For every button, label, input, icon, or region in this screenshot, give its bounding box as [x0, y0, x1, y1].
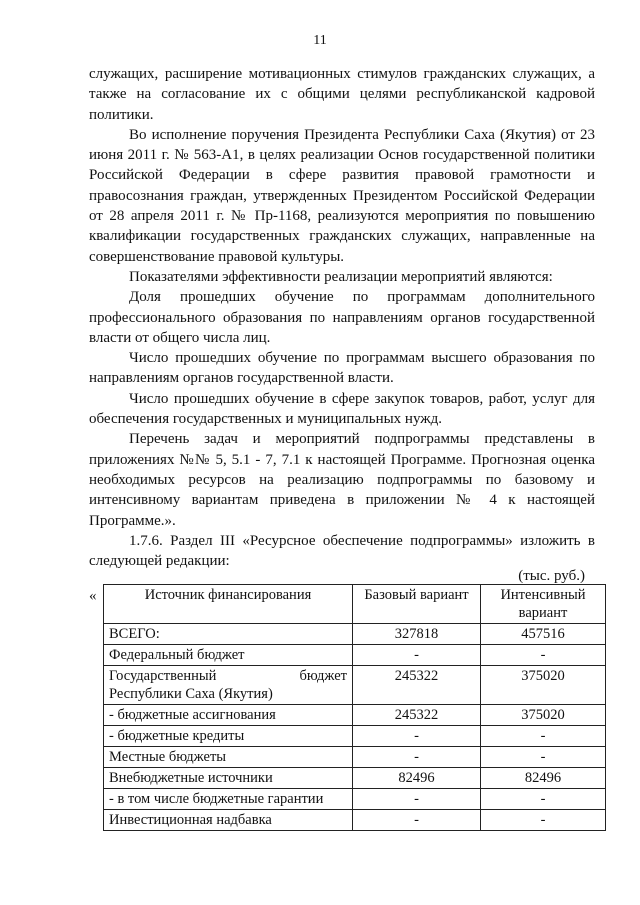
row-intensive: 375020 — [481, 705, 606, 726]
header-source: Источник финансирования — [104, 585, 353, 624]
paragraph: Доля прошедших обучение по программам дополнительного профессионального образования по направлениям органов государственной власти от общего числа лиц. — [89, 289, 595, 346]
table-row — [104, 666, 606, 705]
row-source — [104, 666, 353, 705]
paragraph: Число прошедших обучение в сфере закупок товаров, работ, услуг для обеспечения государственных и муниципальных нужд. — [89, 390, 595, 428]
row-source: - в том числе бюджетные гарантии — [104, 789, 353, 810]
row-base: 245322 — [353, 666, 481, 705]
row-source-line2: Республики Саха (Якутия) — [109, 686, 273, 702]
paragraph: служащих, расширение мотивационных стимулов гражданских служащих, а также на согласование их с общими целями республиканской кадровой политики. — [89, 66, 595, 123]
table-row — [104, 768, 606, 789]
row-intensive: 82496 — [481, 768, 606, 789]
row-source: - бюджетные кредиты — [104, 726, 353, 747]
table-row — [104, 726, 606, 747]
table-row — [104, 789, 606, 810]
opening-quote-mark: « — [89, 588, 97, 604]
paragraph: Во исполнение поручения Президента Республики Саха (Якутия) от 23 июня 2011 г. № 563-А1, в целях реализации Основ государственной политики Российской Федерации в сфере развития правовой грамотности и правосознания граждан, утвержденных Президентом Российской Федерации от 28 апреля 2011 г. № Пр-1168, реализуются мероприятия по повышению квалификации государственных гражданских служащих, направленные на совершенствование правовой культуры. — [89, 126, 595, 265]
table-row — [104, 705, 606, 726]
row-base: 245322 — [353, 705, 481, 726]
table-header-row — [104, 585, 606, 624]
paragraph: 1.7.6. Раздел III «Ресурсное обеспечение подпрограммы» изложить в следующей редакции: — [89, 532, 595, 570]
row-intensive: 375020 — [481, 666, 606, 705]
row-base: 327818 — [353, 624, 481, 645]
row-intensive: 457516 — [481, 624, 606, 645]
row-intensive: - — [481, 726, 606, 747]
row-base: - — [353, 810, 481, 831]
row-base: - — [353, 789, 481, 810]
units-label: (тыс. руб.) — [518, 568, 585, 584]
table-row — [104, 645, 606, 666]
paragraph: Показателями эффективности реализации мероприятий являются: — [129, 268, 553, 285]
row-source: Местные бюджеты — [104, 747, 353, 768]
row-base: - — [353, 645, 481, 666]
page-number: 11 — [313, 33, 327, 48]
row-base: 82496 — [353, 768, 481, 789]
table-row — [104, 747, 606, 768]
paragraph: Число прошедших обучение по программам высшего образования по направлениям органов государственной власти. — [89, 350, 595, 387]
row-source-line1 — [109, 667, 347, 685]
row-source: - бюджетные ассигнования — [104, 705, 353, 726]
row-source: Инвестиционная надбавка — [104, 810, 353, 831]
row-source: Федеральный бюджет — [104, 645, 353, 666]
row-intensive: - — [481, 789, 606, 810]
row-intensive: - — [481, 645, 606, 666]
row-source-part1: Государственный — [109, 668, 217, 684]
row-source: ВСЕГО: — [104, 624, 353, 645]
body-text — [89, 64, 595, 571]
financing-table — [103, 584, 606, 831]
row-base: - — [353, 726, 481, 747]
row-base: - — [353, 747, 481, 768]
row-intensive: - — [481, 810, 606, 831]
table-row — [104, 810, 606, 831]
paragraph: Перечень задач и мероприятий подпрограммы представлены в приложениях №№ 5, 5.1 - 7, 7.1 к настоящей Программе. Прогнозная оценка необходимых ресурсов на реализацию подпрограммы по базовому и интенсивному вариантам приведена в приложении № 4 к настоящей Программе.». — [89, 431, 595, 529]
row-source-part2: бюджет — [299, 668, 347, 684]
row-source: Внебюджетные источники — [104, 768, 353, 789]
header-intensive-variant: Интенсивный вариант — [481, 585, 606, 624]
row-intensive: - — [481, 747, 606, 768]
table-row — [104, 624, 606, 645]
header-base-variant: Базовый вариант — [353, 585, 481, 624]
